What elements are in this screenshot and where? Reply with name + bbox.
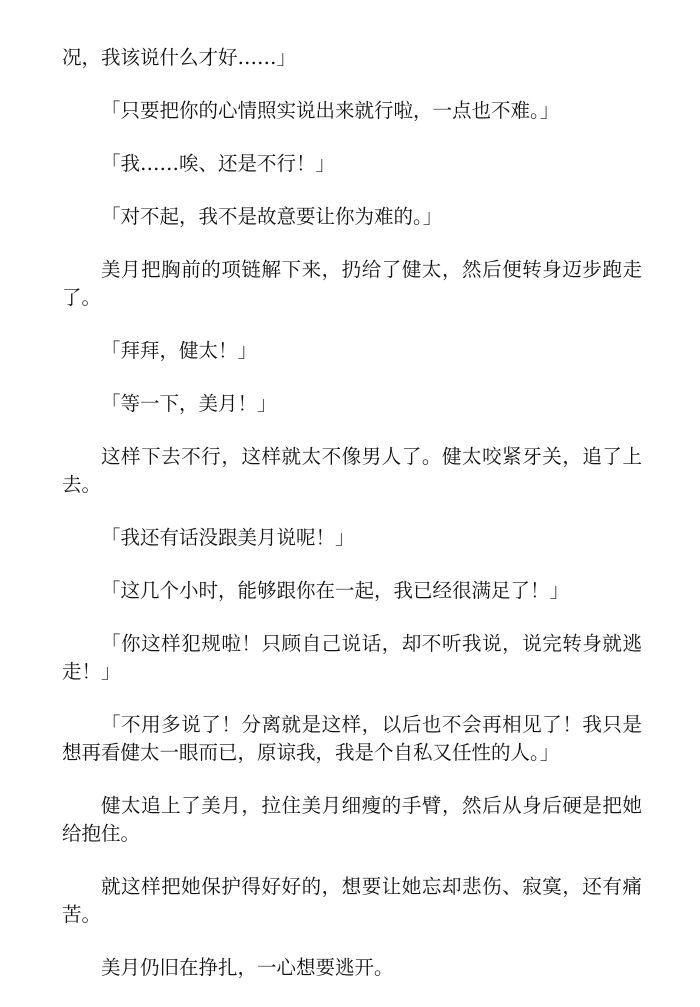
paragraph: 「你这样犯规啦！只顾自己说话，却不听我说，说完转身就逃走！」: [62, 632, 642, 683]
paragraph: 「对不起，我不是故意要让你为难的。」: [101, 205, 443, 228]
paragraph: 「等一下，美月！」: [101, 392, 277, 415]
paragraph: 「拜拜，健太！」: [101, 339, 258, 362]
paragraph: 这样下去不行，这样就太不像男人了。健太咬紧牙关，追了上去。: [62, 445, 642, 496]
paragraph: 「只要把你的心情照实说出来就行啦，一点也不难。」: [101, 99, 560, 122]
paragraph: 美月仍旧在挣扎，一心想要逃开。: [101, 956, 394, 979]
paragraph: 「我……唉、还是不行！」: [101, 152, 336, 175]
paragraph: 「不用多说了！分离就是这样，以后也不会再相见了！我只是想再看健太一眼而已，原谅我，我是个自私又任性的人。」: [62, 713, 642, 764]
paragraph: 「我还有话没跟美月说呢！」: [101, 526, 355, 549]
paragraph: 「这几个小时，能够跟你在一起，我已经很满足了！」: [101, 579, 570, 602]
paragraph: 况，我该说什么才好……」: [62, 46, 297, 69]
paragraph: 美月把胸前的项链解下来，扔给了健太，然后便转身迈步跑走了。: [62, 258, 642, 309]
paragraph: 就这样把她保护得好好的，想要让她忘却悲伤、寂寞，还有痛苦。: [62, 875, 642, 926]
paragraph: 健太追上了美月，拉住美月细瘦的手臂，然后从身后硬是把她给抱住。: [62, 794, 642, 845]
document-page: [62, 44, 642, 1007]
